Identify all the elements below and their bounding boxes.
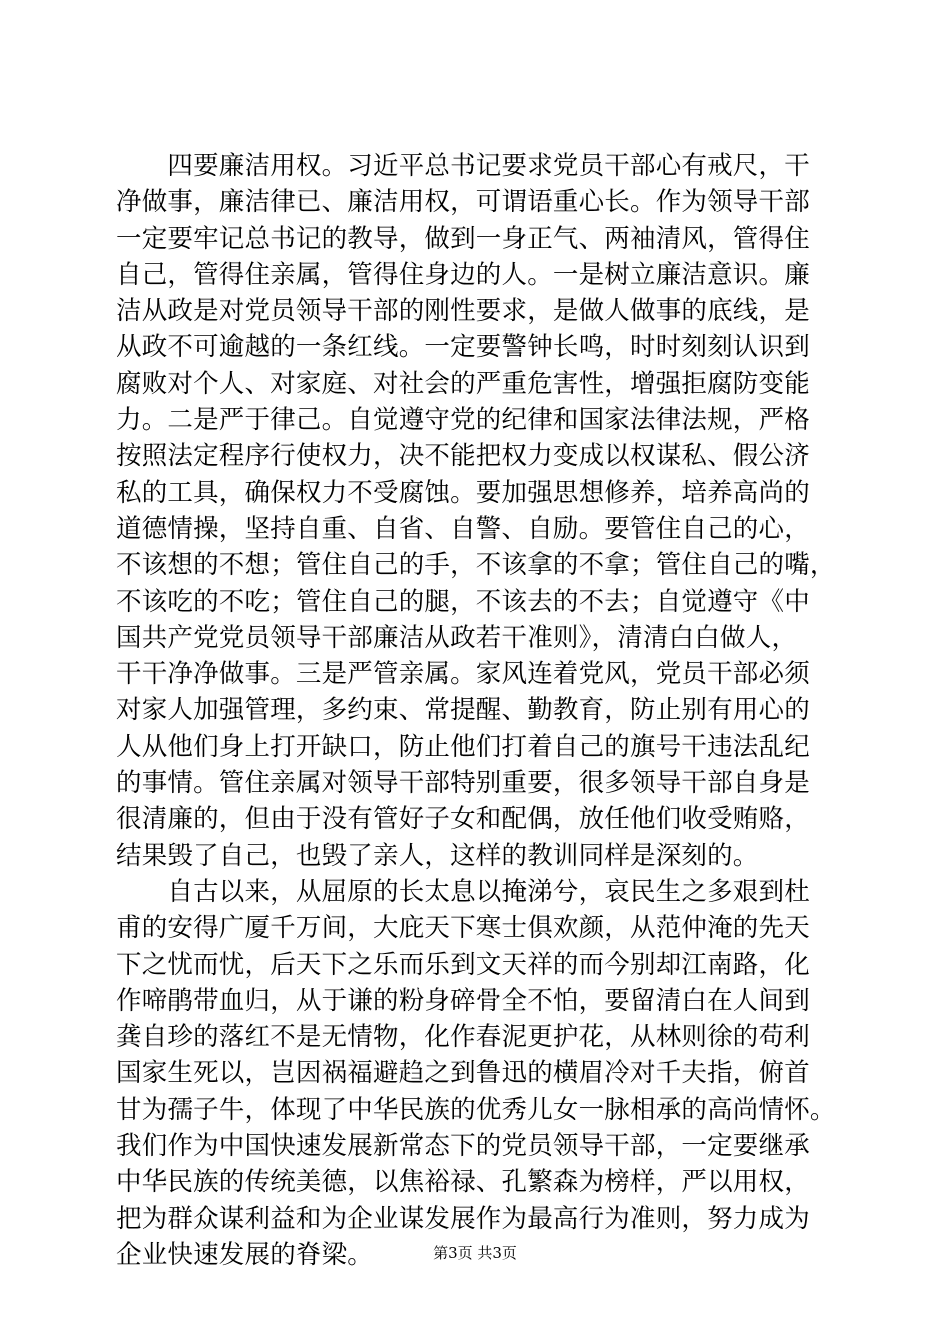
text-line: 甫的安得广厦千万间，大庇天下寒士俱欢颜，从范仲淹的先天 [116, 913, 810, 944]
text-line: 对家人加强管理，多约束、常提醒、勤教育，防止别有用心的 [116, 695, 810, 726]
page-footer: 第3页 共3页 [433, 1244, 517, 1262]
text-line: 龚自珍的落红不是无情物，化作春泥更护花，从林则徐的苟利 [116, 1022, 810, 1053]
text-line: 把为群众谋利益和为企业谋发展作为最高行为准则，努力成为 [116, 1203, 810, 1234]
text-line: 腐败对个人、对家庭、对社会的严重危害性，增强拒腐防变能 [116, 368, 810, 399]
text-line: 下之忧而忧，后天下之乐而乐到文天祥的而今别却江南路，化 [116, 949, 810, 980]
text-line: 很清廉的，但由于没有管好子女和配偶，放任他们收受贿赂， [116, 804, 810, 835]
text-line: 净做事，廉洁律已、廉洁用权，可谓语重心长。作为领导干部 [116, 187, 810, 218]
text-line: 力。二是严于律己。自觉遵守党的纪律和国家法律法规，严格 [116, 405, 810, 436]
text-line: 人从他们身上打开缺口，防止他们打着自己的旗号干违法乱纪 [116, 731, 810, 762]
text-line: 从政不可逾越的一条红线。一定要警钟长鸣，时时刻刻认识到 [116, 332, 810, 363]
text-line: 国共产党党员领导干部廉洁从政若干准则》，清清白白做人， [116, 622, 798, 653]
text-line: 私的工具，确保权力不受腐蚀。要加强思想修养，培养高尚的 [116, 477, 810, 508]
text-line: 我们作为中国快速发展新常态下的党员领导干部，一定要继承 [116, 1131, 810, 1162]
text-line: 自古以来，从屈原的长太息以掩涕兮，哀民生之多艰到杜 [116, 876, 810, 907]
text-line: 中华民族的传统美德，以焦裕禄、孔繁森为榜样，严以用权， [116, 1167, 810, 1198]
text-line: 洁从政是对党员领导干部的刚性要求，是做人做事的底线，是 [116, 296, 810, 327]
text-line: 结果毁了自己，也毁了亲人，这样的教训同样是深刻的。 [116, 840, 759, 871]
body-text [116, 148, 844, 1273]
text-line: 企业快速发展的脊梁。 [116, 1239, 374, 1270]
text-line: 的事情。管住亲属对领导干部特别重要，很多领导干部自身是 [116, 768, 810, 799]
text-line: 国家生死以，岂因祸福避趋之到鲁迅的横眉冷对千夫指，俯首 [116, 1058, 810, 1089]
text-line: 作啼鹃带血归，从于谦的粉身碎骨全不怕，要留清白在人间到 [116, 985, 810, 1016]
text-line: 一定要牢记总书记的教导，做到一身正气、两袖清风，管得住 [116, 223, 810, 254]
text-line: 四要廉洁用权。习近平总书记要求党员干部心有戒尺，干 [116, 151, 810, 181]
text-line: 不该想的不想；管住自己的手，不该拿的不拿；管住自己的嘴， [116, 550, 836, 581]
text-line: 按照法定程序行使权力，决不能把权力变成以权谋私、假公济 [116, 441, 810, 472]
text-line: 甘为孺子牛，体现了中华民族的优秀儿女一脉相承的高尚情怀。 [116, 1094, 836, 1125]
text-line: 道德情操，坚持自重、自省、自警、自励。要管住自己的心， [116, 513, 810, 544]
text-line: 干干净净做事。三是严管亲属。家风连着党风，党员干部必须 [116, 659, 810, 690]
text-line: 不该吃的不吃；管住自己的腿，不该去的不去；自觉遵守《中 [116, 586, 810, 617]
text-line: 自己，管得住亲属，管得住身边的人。一是树立廉洁意识。廉 [116, 259, 810, 290]
